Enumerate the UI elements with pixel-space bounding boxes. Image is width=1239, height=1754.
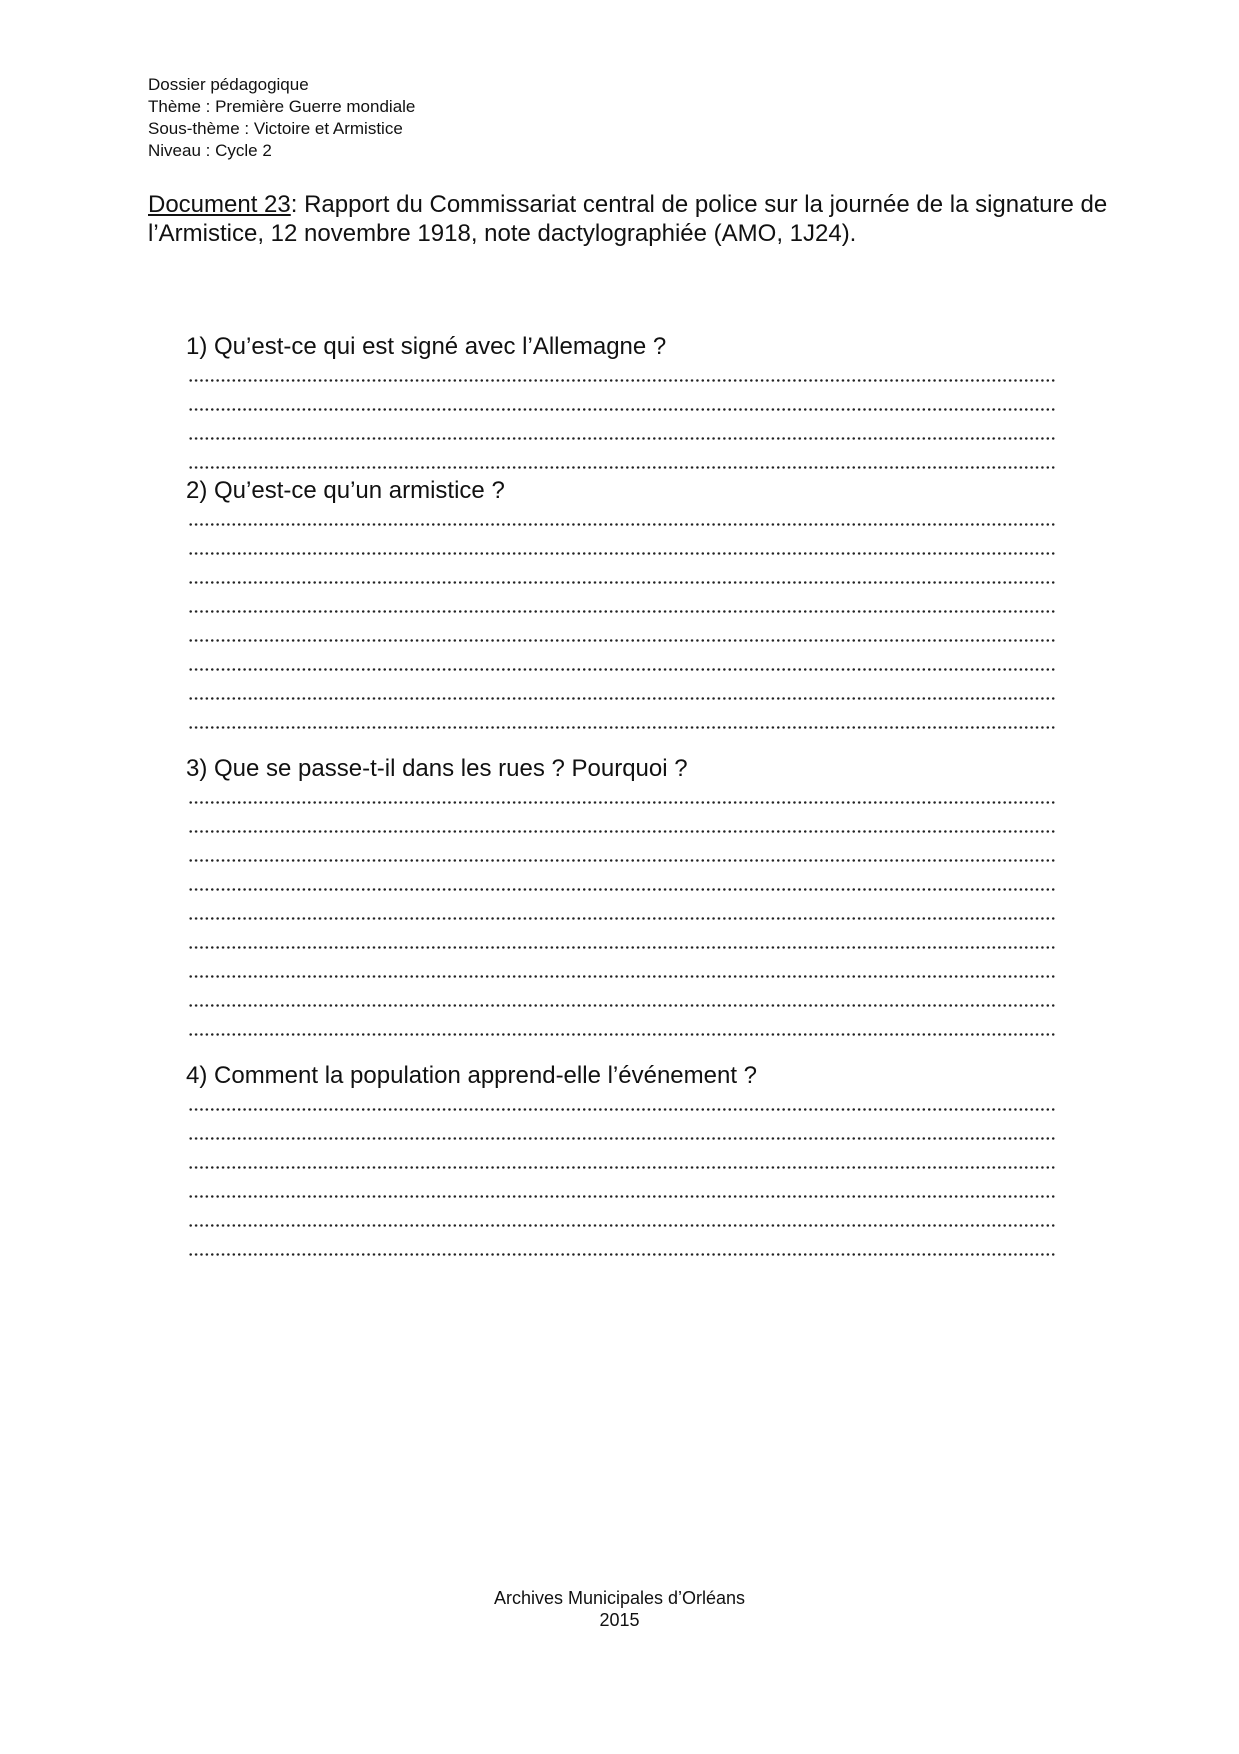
dotted-rule (188, 437, 1056, 440)
header-level: Niveau : Cycle 2 (148, 141, 272, 160)
dotted-rule (188, 610, 1056, 613)
dotted-rule (188, 1033, 1056, 1036)
answer-line (186, 621, 1066, 650)
header-theme: Thème : Première Guerre mondiale (148, 97, 416, 116)
answer-line (186, 957, 1066, 986)
dotted-rule (188, 1224, 1056, 1227)
question-label: 2) Qu’est-ce qu’un armistice ? (186, 477, 505, 504)
document-title (148, 190, 1108, 248)
answer-line (186, 534, 1066, 563)
answer-line (186, 870, 1066, 899)
answer-area (186, 505, 1066, 737)
dotted-rule (188, 726, 1056, 729)
question-label: 1) Qu’est-ce qui est signé avec l’Allemagne ? (186, 333, 667, 360)
answer-line (186, 650, 1066, 679)
dotted-rule (188, 379, 1056, 382)
document-label: Document 23 (148, 191, 291, 218)
dotted-rule (188, 697, 1056, 700)
footer-year: 2015 (599, 1610, 640, 1630)
dotted-rule (188, 859, 1056, 862)
dotted-rule (188, 668, 1056, 671)
answer-line (186, 419, 1066, 448)
question-label: 3) Que se passe-t-il dans les rues ? Pourquoi ? (186, 755, 688, 782)
dotted-rule (188, 801, 1056, 804)
answer-line (186, 1119, 1066, 1148)
dotted-rule (188, 466, 1056, 469)
document-description: : Rapport du Commissariat central de police sur la journée de la signature de l’Armistice, 12 novembre 1918, note dactylographiée (AMO, 1J24). (148, 191, 1108, 247)
dotted-rule (188, 975, 1056, 978)
header-dossier: Dossier pédagogique (148, 75, 309, 94)
answer-line (186, 592, 1066, 621)
document-footer (0, 1587, 1239, 1631)
dotted-rule (188, 830, 1056, 833)
answer-line (186, 812, 1066, 841)
dotted-rule (188, 1195, 1056, 1198)
question-2 (186, 477, 1066, 755)
answer-line (186, 505, 1066, 534)
answer-area (186, 1090, 1066, 1264)
answer-line (186, 448, 1066, 477)
question-3 (186, 755, 1066, 1062)
dotted-rule (188, 1166, 1056, 1169)
dotted-rule (188, 888, 1056, 891)
dotted-rule (188, 1108, 1056, 1111)
answer-line (186, 1148, 1066, 1177)
answer-line (186, 1177, 1066, 1206)
answer-line (186, 1235, 1066, 1264)
document-header (148, 74, 415, 162)
question-1 (186, 333, 1066, 477)
answer-area (186, 361, 1066, 477)
dotted-rule (188, 917, 1056, 920)
footer-archives: Archives Municipales d’Orléans (493, 1588, 746, 1608)
dotted-rule (188, 1137, 1056, 1140)
dotted-rule (188, 1004, 1056, 1007)
answer-area (186, 783, 1066, 1044)
answer-line (186, 783, 1066, 812)
answer-line (186, 563, 1066, 592)
answer-line (186, 1090, 1066, 1119)
answer-line (186, 1015, 1066, 1044)
answer-line (186, 361, 1066, 390)
answer-line (186, 841, 1066, 870)
dotted-rule (188, 552, 1056, 555)
question-4 (186, 1062, 1066, 1264)
answer-line (186, 1206, 1066, 1235)
dotted-rule (188, 1253, 1056, 1256)
question-list (186, 333, 1066, 1264)
answer-line (186, 899, 1066, 928)
dotted-rule (188, 581, 1056, 584)
dotted-rule (188, 523, 1056, 526)
spacer (186, 1044, 1066, 1062)
spacer (186, 737, 1066, 755)
dotted-rule (188, 946, 1056, 949)
dotted-rule (188, 639, 1056, 642)
answer-line (186, 986, 1066, 1015)
answer-line (186, 928, 1066, 957)
answer-line (186, 679, 1066, 708)
answer-line (186, 708, 1066, 737)
header-subtheme: Sous-thème : Victoire et Armistice (148, 119, 403, 138)
question-label: 4) Comment la population apprend-elle l’événement ? (186, 1062, 758, 1089)
dotted-rule (188, 408, 1056, 411)
answer-line (186, 390, 1066, 419)
